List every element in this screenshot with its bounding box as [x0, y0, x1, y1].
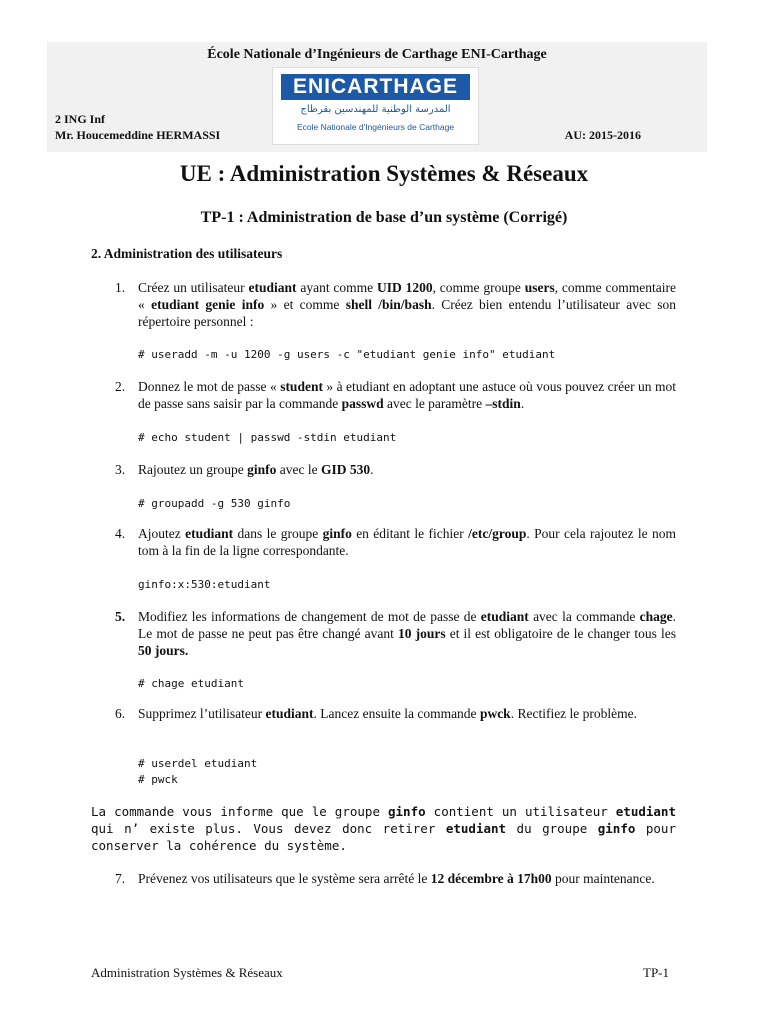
command-line: # useradd -m -u 1200 -g users -c "etudiant genie info" etudiant: [138, 348, 556, 361]
bold-term: ginfo: [597, 821, 636, 836]
section-heading: 2. Administration des utilisateurs: [91, 246, 283, 261]
school-name: École Nationale d’Ingénieurs de Carthage ENI-Carthage: [207, 47, 547, 62]
item-number: 1.: [115, 280, 126, 295]
text-run: Rajoutez un groupe: [138, 462, 248, 477]
text-run: et il est obligatoire de le changer tous les: [445, 626, 676, 641]
command-line: ginfo:x:530:etudiant: [138, 578, 271, 591]
bold-term: etudiant: [185, 526, 234, 541]
text-run: Modifiez les informations de changement de mot de passe de: [138, 609, 481, 624]
course-title: UE : Administration Systèmes & Réseaux: [179, 161, 589, 186]
exercise-instruction: [138, 461, 676, 478]
item-number: 2.: [115, 379, 126, 394]
text-run: , comme groupe: [432, 280, 525, 295]
text-run: Ajoutez: [138, 526, 186, 541]
exercise-instruction: [138, 870, 676, 887]
item-number: 7.: [115, 871, 126, 886]
text-run: . Rectifiez le problème.: [510, 706, 638, 721]
text-run: . Pour cela rajoutez le nom tom à la fin de la ligne correspondante.: [138, 526, 676, 558]
text-run: . Créez bien entendu l’utilisateur avec son répertoire personnel :: [138, 297, 677, 329]
item-number: 5.: [115, 609, 126, 624]
command-line: # groupadd -g 530 ginfo: [138, 497, 291, 510]
bold-term: UID 1200: [377, 280, 433, 295]
text-run: . Lancez ensuite la commande: [313, 706, 480, 721]
academic-year: AU: 2015-2016: [564, 128, 641, 142]
bold-term: etudiant: [445, 821, 507, 836]
text-run: . Le mot de passe ne peut pas être changé avant: [138, 609, 676, 641]
text-run: avec le paramètre: [383, 396, 486, 411]
exercise-instruction: [138, 705, 676, 722]
text-run: contient un utilisateur: [425, 804, 616, 819]
item-number: 4.: [115, 526, 126, 541]
bold-term: 10 jours: [397, 626, 446, 641]
class-label: 2 ING Inf: [55, 112, 106, 126]
bold-term: 50 jours.: [138, 643, 189, 658]
text-run: La commande vous informe que le groupe: [91, 804, 388, 819]
bold-term: GID 530: [320, 462, 371, 477]
text-run: .: [520, 396, 525, 411]
command-line: # pwck: [138, 773, 178, 786]
text-run: avec la commande: [528, 609, 640, 624]
bold-term: student: [280, 379, 323, 394]
text-run: » et comme: [264, 297, 346, 312]
bold-term: passwd: [341, 396, 384, 411]
text-run: avec le: [276, 462, 321, 477]
bold-term: shell /bin/bash: [345, 297, 432, 312]
bold-term: etudiant: [480, 609, 529, 624]
text-run: du groupe: [506, 821, 598, 836]
tp-title: TP-1 : Administration de base d’un système (Corrigé): [200, 209, 568, 226]
text-run: Supprimez l’utilisateur: [138, 706, 266, 721]
bold-term: –stdin: [485, 396, 521, 411]
bold-term: chage: [639, 609, 673, 624]
text-run: qui n’ existe plus. Vous devez donc retirer: [91, 821, 446, 836]
text-run: Prévenez vos utilisateurs que le système sera arrêté le: [138, 871, 431, 886]
bold-term: etudiant: [265, 706, 314, 721]
text-run: , comme commentaire «: [138, 280, 676, 312]
teacher-name: Mr. Houcemeddine HERMASSI: [55, 128, 221, 142]
bold-term: etudiant genie info: [151, 297, 265, 312]
bold-term: etudiant: [615, 804, 676, 819]
text-run: Créez un utilisateur: [138, 280, 249, 295]
text-run: Donnez le mot de passe «: [138, 379, 281, 394]
item-number: 3.: [115, 462, 126, 477]
text-run: pour conserver la cohérence du système.: [91, 821, 676, 853]
bold-term: users: [524, 280, 555, 295]
text-run: en éditant le fichier: [351, 526, 469, 541]
explanation-paragraph: [91, 803, 676, 854]
bold-term: pwck: [479, 706, 511, 721]
exercise-instruction: [138, 608, 676, 659]
bold-term: /etc/group: [468, 526, 527, 541]
logo-arabic-text: المدرسة الوطنية للمهندسين بقرطاج: [300, 104, 451, 115]
command-line: # echo student | passwd -stdin etudiant: [138, 431, 397, 444]
item-number: 6.: [115, 706, 126, 721]
text-run: » à etudiant en adoptant une astuce où vous pouvez créer un mot de passe sans saisir par la commande: [138, 379, 676, 411]
text-run: dans le groupe: [233, 526, 323, 541]
footer-course: Administration Systèmes & Réseaux: [91, 965, 283, 980]
text-run: ayant comme: [296, 280, 377, 295]
command-line: # chage etudiant: [138, 677, 244, 690]
exercise-instruction: [138, 525, 676, 559]
exercise-instruction: [138, 378, 676, 412]
command-line: # userdel etudiant: [138, 757, 258, 770]
bold-term: ginfo: [388, 804, 426, 819]
bold-term: ginfo: [322, 526, 352, 541]
logo-subtitle: Ecole Nationale d'Ingénieurs de Carthage: [296, 122, 455, 132]
bold-term: etudiant: [248, 280, 297, 295]
footer-tp: TP-1: [643, 965, 669, 980]
exercise-instruction: [138, 279, 676, 330]
text-run: .: [370, 462, 374, 477]
logo-brand: ENICARTHAGE: [281, 74, 470, 100]
bold-term: 12 décembre à 17h00: [430, 871, 552, 886]
bold-term: ginfo: [247, 462, 277, 477]
text-run: pour maintenance.: [551, 871, 655, 886]
